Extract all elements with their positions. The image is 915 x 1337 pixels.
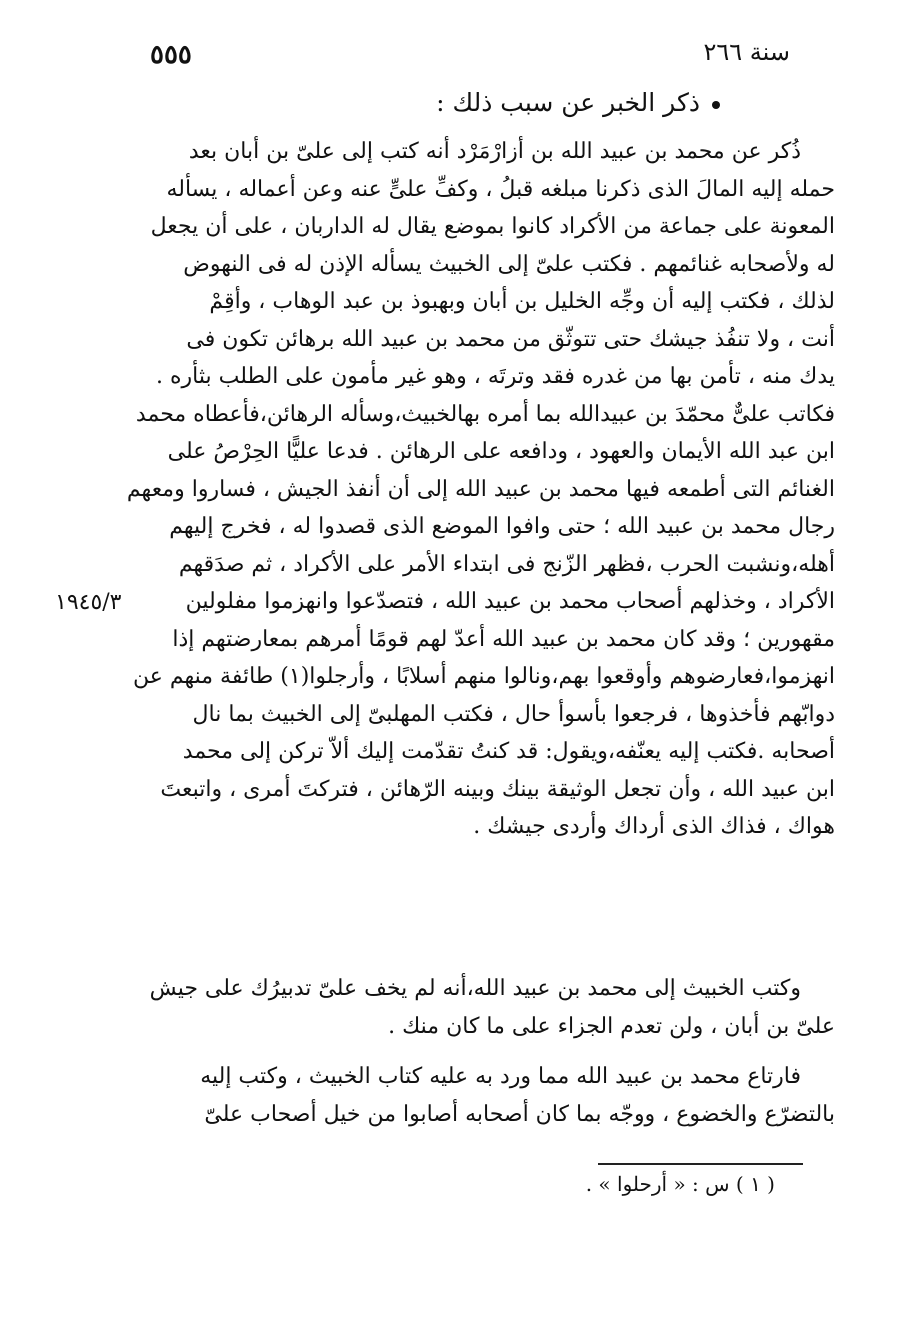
text-line: لذلك ، فكتب إليه أن وجِّه الخليل بن أبان وبهبوذ بن عبد الوهاب ، وأقِمْ	[209, 289, 835, 314]
text-line: يدك منه ، تأمن بها من غدره فقد وترتَه ، وهو غير مأمون على الطلب بثأره .	[156, 364, 835, 389]
text-line: له ولأصحابه غنائمهم . فكتب علىّ إلى الخبيث يسأله الإذن له فى النهوض	[183, 251, 835, 277]
text-line: أنت ، ولا تنفُذ جيشك حتى تتوثّق من محمد بن عبيد الله برهائن تكون فى	[186, 326, 835, 352]
text-line: المعونة على جماعة من الأكراد كانوا بموضع يقال له الداربان ، على أن يجعل	[150, 214, 835, 239]
paragraph-3	[165, 1058, 835, 1133]
text-line: ذُكر عن محمد بن عبيد الله بن أزارْمَرْد أنه كتب إلى علىّ بن أبان بعد	[188, 139, 801, 164]
text-line: الغنائم التى أطمعه فيها محمد بن عبيد الله إلى أن أنفذ الجيش ، فساروا ومعهم	[126, 476, 835, 502]
text-line: وكتب الخبيث إلى محمد بن عبيد الله،أنه لم يخف علىّ تدبيرُك على جيش	[149, 976, 801, 1001]
text-line: أصحابه .فكتب إليه يعنّفه،ويقول: قد كنتُ تقدّمت إليك ألاّ تركن إلى محمد	[182, 739, 835, 764]
text-line: حمله إليه المالَ الذى ذكرنا مبلغه قبلُ ، وكفِّ علىٍّ عنه وعن أعماله ، يسأله	[166, 176, 835, 202]
paragraph-2	[149, 970, 835, 1045]
page-number: ٥٥٥	[150, 40, 192, 70]
text-line: فكاتب علىٌّ محمّدَ بن عبيدالله بما أمره بهالخبيث،وسأله الرهائن،فأعطاه محمد	[135, 401, 835, 427]
footnote-divider	[598, 1163, 803, 1165]
paragraph-1	[126, 133, 835, 846]
bullet-icon	[712, 101, 720, 109]
text-line: أهله،ونشبت الحرب ،فظهر الزّنج فى ابتداء الأمر على الأكراد ، ثم صدَقهم	[178, 551, 835, 577]
section-heading-text: ذكر الخبر عن سبب ذلك :	[436, 88, 700, 117]
running-head-year: سنة ٢٦٦	[703, 38, 790, 66]
text-line: بالتضرّع والخضوع ، ووجّه بما كان أصحابه أصابوا من خيل أصحاب علىّ	[204, 1101, 835, 1127]
footnote: ( ١ ) س : « أرحلوا » .	[585, 1172, 775, 1196]
text-line: مقهورين ؛ وقد كان محمد بن عبيد الله أعدّ لهم قومًا أمرهم بمعارضتهم إذا	[172, 626, 835, 652]
margin-reference: ١٩٤٥/٣	[55, 590, 122, 615]
text-line: فارتاع محمد بن عبيد الله مما ورد به عليه كتاب الخبيث ، وكتب إليه	[200, 1064, 801, 1089]
section-heading	[436, 88, 720, 117]
text-line: ابن عبيد الله ، وأن تجعل الوثيقة بينك وبينه الرّهائن ، فتركتَ أمرى ، واتبعتَ	[160, 776, 835, 802]
text-line: انهزموا،فعارضوهم وأوقعوا بهم،ونالوا منهم أسلابًا ، وأرجلوا(١) طائفة منهم عن	[132, 664, 835, 689]
text-line: علىّ بن أبان ، ولن تعدم الجزاء على ما كان منك .	[388, 1013, 835, 1039]
text-line: رجال محمد بن عبيد الله ؛ حتى وافوا الموضع الذى قصدوا له ، فخرج إليهم	[169, 514, 835, 539]
text-line: دوابّهم فأخذوها ، فرجعوا بأسوأ حال ، فكتب المهلبىّ إلى الخبيث بما نال	[192, 701, 835, 727]
page-header	[150, 38, 790, 78]
text-line: ابن عبد الله الأيمان والعهود ، ودافعه على الرهائن . فدعا عليًّا الحِرْصُ على	[167, 439, 835, 464]
text-line: هواك ، فذاك الذى أرداك وأردى جيشك .	[473, 814, 835, 839]
text-line: الأكراد ، وخذلهم أصحاب محمد بن عبيد الله ، فتصدّعوا وانهزموا مفلولين	[185, 589, 835, 614]
